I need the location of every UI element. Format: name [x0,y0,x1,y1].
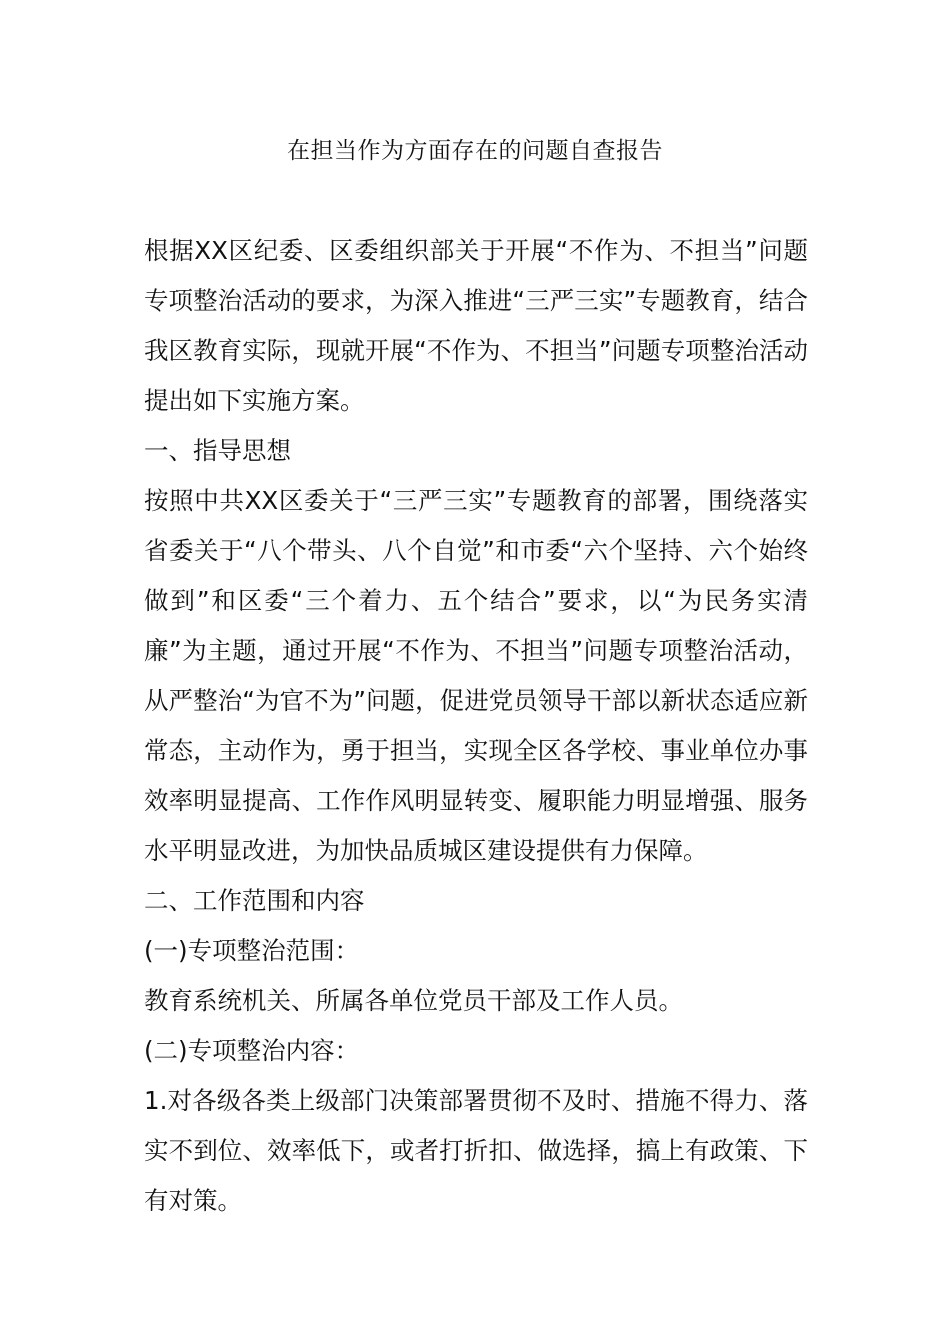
paragraph-intro: 根据XX区纪委、区委组织部关于开展“不作为、不担当”问题专项整治活动的要求，为深入推进“三严三实”专题教育，结合我区教育实际，现就开展“不作为、不担当”问题专项整治活动提出如下实施方案。 [144,236,808,415]
document-body [144,226,808,1226]
section-heading-scope-content: 二、工作范围和内容 [144,886,365,915]
subheading-scope: (一)专项整治范围： [144,936,360,965]
paragraph-content-item-1: 1.对各级各类上级部门决策部署贯彻不及时、措施不得力、落实不到位、效率低下，或者打折扣、做选择，搞上有政策、下有对策。 [144,1086,808,1215]
paragraph-scope: 教育系统机关、所属各单位党员干部及工作人员。 [144,986,683,1015]
section-heading-guiding-ideology: 一、指导思想 [144,436,291,465]
document-title: 在担当作为方面存在的问题自查报告 [287,138,663,164]
paragraph-guiding-ideology: 按照中共XX区委关于“三严三实”专题教育的部署，围绕落实省委关于“八个带头、八个自觉”和市委“六个坚持、六个始终做到”和区委“三个着力、五个结合”要求，以“为民务实清廉”为主题，通过开展“不作为、不担当”问题专项整治活动，从严整治“为官不为”问题，促进党员领导干部以新状态适应新常态，主动作为，勇于担当，实现全区各学校、事业单位办事效率明显提高、工作作风明显转变、履职能力明显增强、服务水平明显改进，为加快品质城区建设提供有力保障。 [144,486,808,865]
subheading-content: (二)专项整治内容： [144,1036,360,1065]
